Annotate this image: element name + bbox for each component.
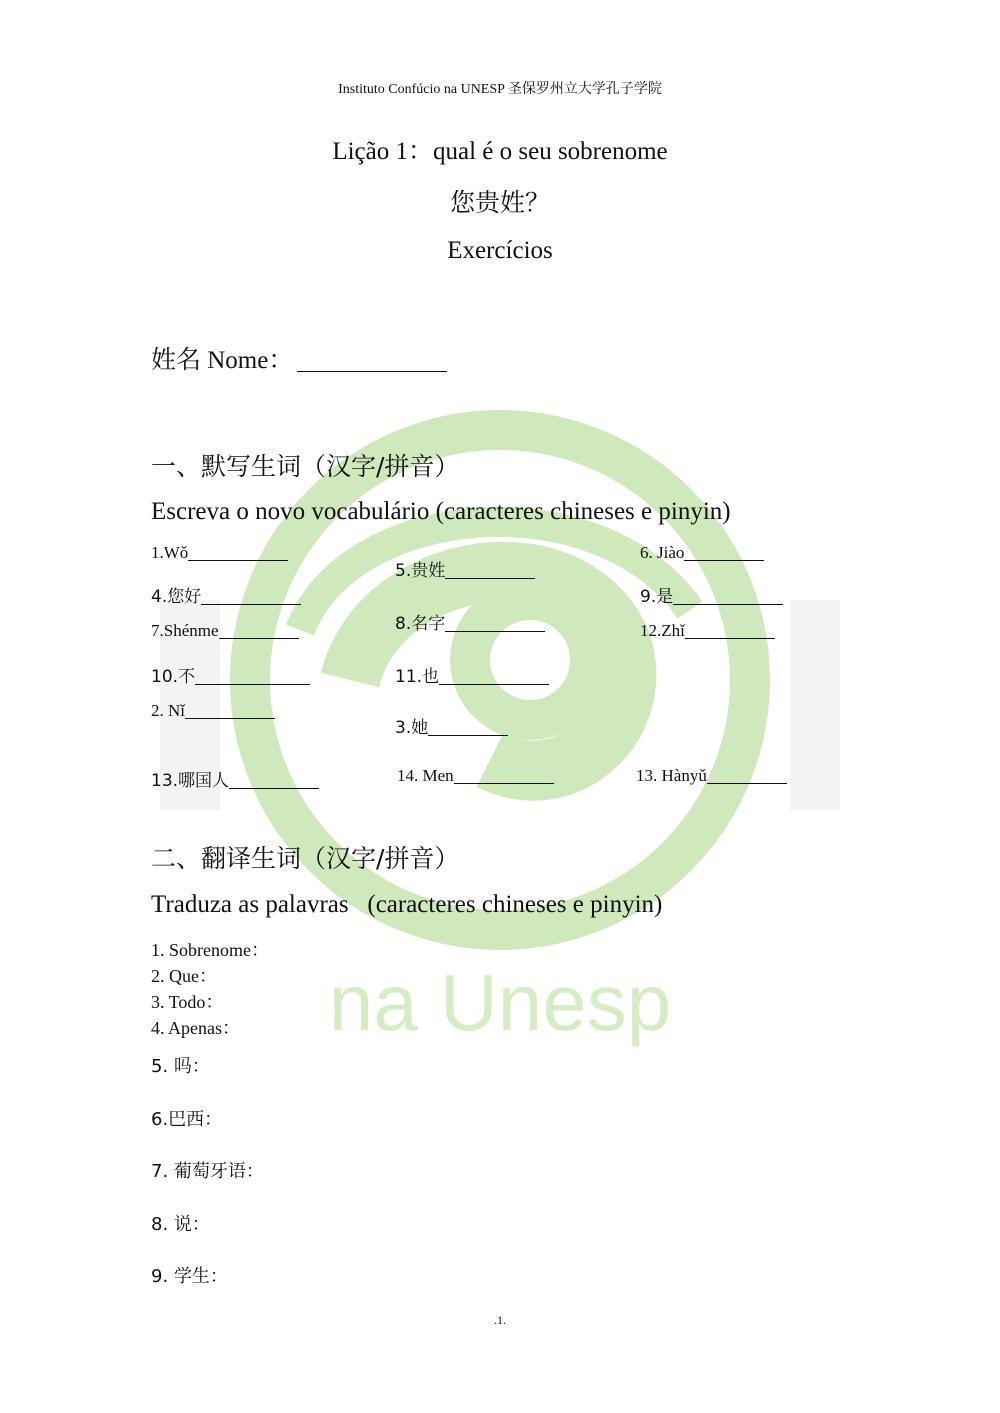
lesson-title: Lição 1：qual é o seu sobrenome [332, 138, 668, 165]
vocab-item[interactable]: 12.Zhǐ [640, 621, 775, 641]
watermark-text: na Unesp [328, 958, 672, 1047]
vocab-item[interactable]: 14. Men [397, 766, 554, 786]
translate-item[interactable]: 5. 吗： [151, 1056, 210, 1077]
page-header: Instituto Confúcio na UNESP 圣保罗州立大学孔子学院 [338, 82, 662, 97]
translate-item[interactable]: 6.巴西： [151, 1109, 223, 1130]
vocab-item[interactable]: 4.您好 [151, 582, 301, 607]
vocab-item[interactable]: 2. Nǐ [151, 701, 275, 721]
vocab-item[interactable]: 13. Hànyǔ [636, 766, 787, 786]
vocab-item[interactable]: 1.Wǒ [151, 543, 288, 563]
lesson-title-chinese: 您贵姓？ [449, 190, 550, 217]
vocab-item[interactable]: 3.她 [395, 713, 508, 738]
section2-heading: 二、翻译生词（汉字/拼音） [151, 844, 460, 873]
section2-subheading: Traduza as palavras (caracteres chineses e pinyin) [151, 891, 663, 918]
vocab-item[interactable]: 9.是 [640, 582, 783, 607]
page-number: .1. [494, 1313, 506, 1327]
translate-item[interactable]: 1. Sobrenome： [151, 940, 269, 960]
name-blank[interactable] [297, 347, 447, 372]
exercises-title: Exercícios [447, 237, 553, 264]
translate-item[interactable]: 3. Todo： [151, 992, 224, 1012]
translate-item[interactable]: 8. 说： [151, 1214, 210, 1235]
name-label: 姓名 Nome： [151, 347, 294, 374]
vocab-item[interactable]: 6. Jiào [640, 543, 764, 563]
translate-item[interactable]: 7. 葡萄牙语： [151, 1161, 264, 1182]
vocab-item[interactable]: 10.不 [151, 662, 310, 687]
vocab-item[interactable]: 8.名字 [395, 609, 545, 634]
section1-heading: 一、默写生词（汉字/拼音） [151, 452, 460, 481]
vocab-item[interactable]: 11.也 [395, 662, 549, 687]
vocab-item[interactable]: 13.哪国人 [151, 766, 319, 791]
translate-item[interactable]: 4. Apenas： [151, 1018, 240, 1038]
translate-item[interactable]: 9. 学生： [151, 1266, 228, 1287]
vocab-item[interactable]: 7.Shénme [151, 621, 299, 641]
vocab-item[interactable]: 5.贵姓 [395, 556, 535, 581]
name-field[interactable] [151, 340, 447, 376]
translate-item[interactable]: 2. Que： [151, 966, 217, 986]
section1-subheading: Escreva o novo vocabulário (caracteres chineses e pinyin) [151, 498, 731, 525]
